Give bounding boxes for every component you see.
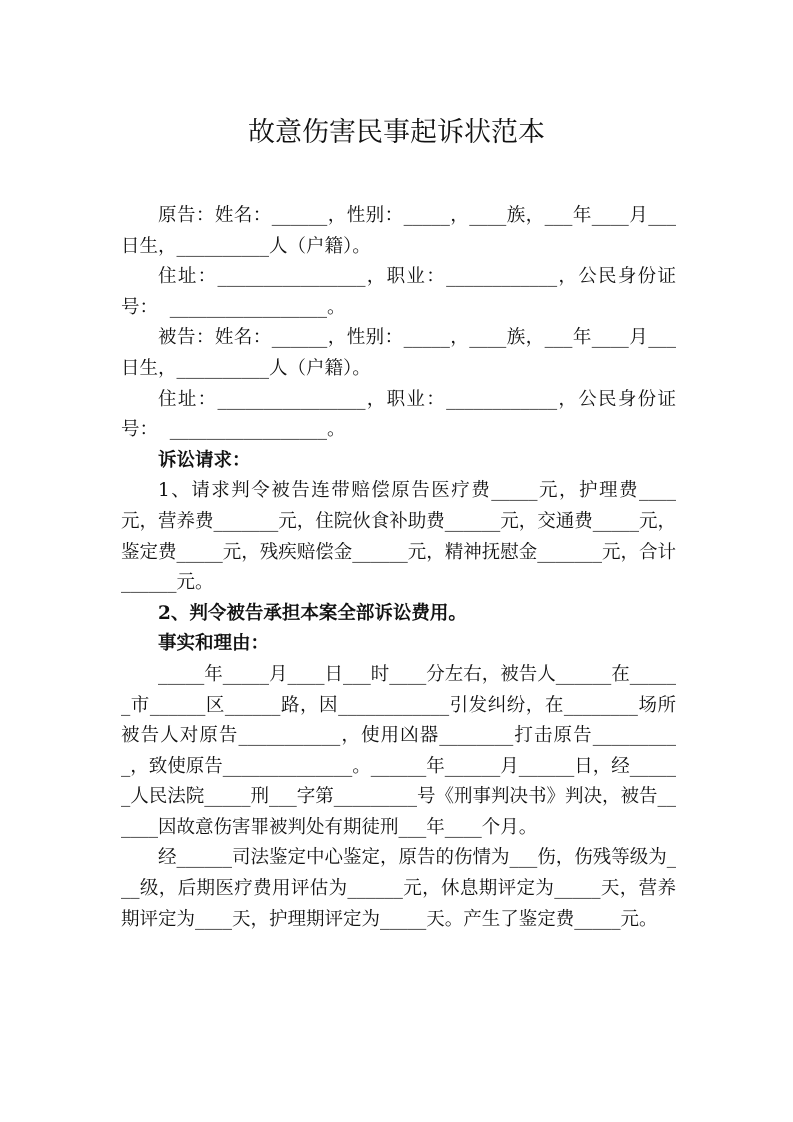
appraisal-paragraph: 经______司法鉴定中心鉴定，原告的伤情为___伤，伤残等级为___级，后期医疗费用评估为______元，休息期评定为_____天，营养期评定为____天，护理期评定为_____天。产生了鉴定费_____元。 — [121, 847, 677, 930]
facts-paragraph: _____年_____月____日___时____分左右，被告人______在______市______区______路，因____________引发纠纷，在________场所被告人对原告___________，使用凶器________打击原告__________，致使原告______________。______年______月______日，经______人民法院_____刑___字第_________号《刑事判决书》判决，被告______因故意伤害罪被判处有期徒刑___年____个月。 — [121, 663, 677, 838]
claim-item-2: 2、判令被告承担本案全部诉讼费用。 — [158, 602, 467, 624]
plaintiff-info: 原告：姓名：______，性别：_____，____族，___年____月___日生，__________人（户籍）。 — [121, 205, 676, 257]
document-title: 故意伤害民事起诉状范本 — [248, 117, 545, 148]
defendant-info: 被告：姓名：______，性别：_____，____族，___年____月___日生，__________人（户籍）。 — [121, 327, 676, 379]
defendant-address: 住址：________________，职业：____________，公民身份证号： _________________。 — [121, 388, 676, 441]
facts-heading: 事实和理由： — [158, 633, 270, 655]
claims-heading: 诉讼请求： — [158, 449, 251, 471]
claim-item-1: 1、请求判令被告连带赔偿原告医疗费_____元，护理费____元，营养费_______元，住院伙食补助费______元，交通费_____元，鉴定费_____元，残疾赔偿金______元，精神抚慰金_______元，合计______元。 — [121, 480, 677, 594]
plaintiff-address: 住址：________________，职业：____________，公民身份证号： _________________。 — [121, 266, 676, 318]
document-body — [121, 201, 676, 935]
